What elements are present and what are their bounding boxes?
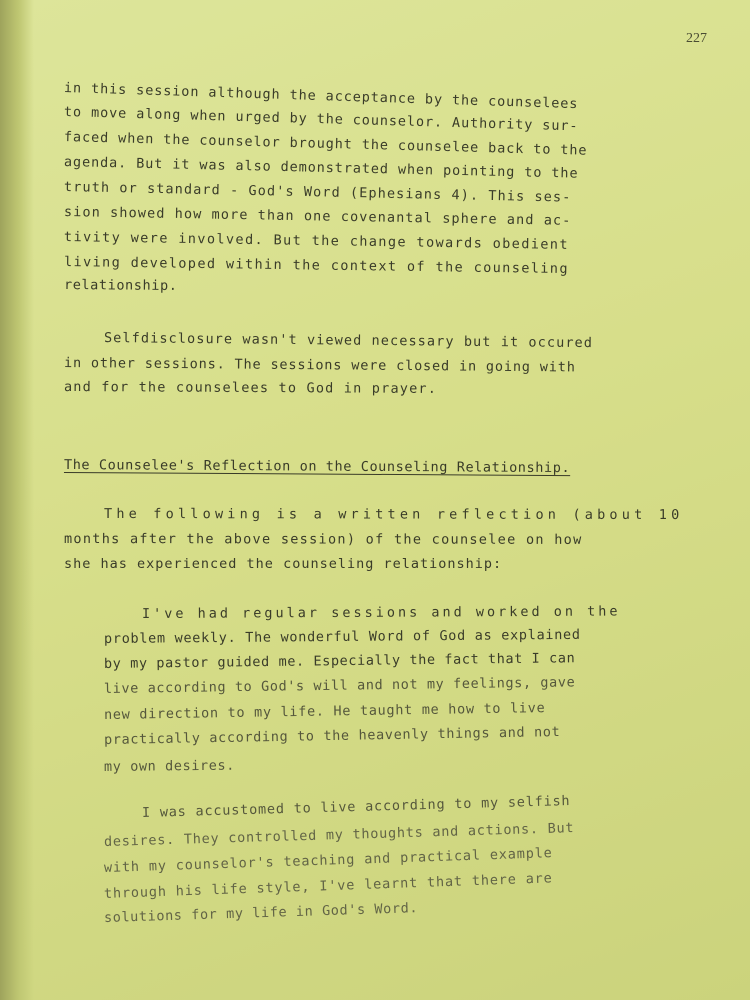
page-gutter-shadow: [0, 0, 34, 1000]
quote-line: through his life style, I've learnt that there are: [103, 870, 553, 902]
section-heading: The Counselee's Reflection on the Counseling Relationship.: [63, 457, 571, 477]
text-line: in this session although the acceptance by the counselees: [63, 80, 579, 113]
quote-line: solutions for my life in God's Word.: [103, 900, 419, 926]
text-line: she has experienced the counseling relationship:: [64, 556, 503, 572]
text-line: relationship.: [63, 277, 178, 294]
text-line: months after the above session) of the counselee on how: [63, 531, 583, 548]
quote-line: I was accustomed to live according to my selfish: [141, 793, 571, 821]
text-line: sion showed how more than one covenantal sphere and ac-: [63, 204, 572, 229]
quote-line: desires. They controlled my thoughts and actions. But: [103, 820, 575, 850]
text-line: living developed within the context of the counseling: [63, 254, 570, 278]
quote-line: by my pastor guided me. Especially the fact that I can: [103, 650, 576, 672]
text-line: truth or standard - God's Word (Ephesians 4). This ses-: [63, 179, 572, 206]
quote-line: practically according to the heavenly things and not: [103, 724, 561, 748]
text-line: The following is a written reflection (about 10: [103, 506, 684, 524]
quote-line: problem weekly. The wonderful Word of God as explained: [103, 626, 581, 647]
page-number: 227: [686, 31, 707, 46]
quote-line: new direction to my life. He taught me how to live: [103, 700, 546, 723]
text-line: faced when the counselor brought the counselee back to the: [63, 129, 588, 159]
quote-line: my own desires.: [103, 757, 235, 775]
text-line: to move along when urged by the counselor. Authority sur-: [63, 104, 579, 135]
text-line: tivity were involved. But the change towards obedient: [63, 229, 570, 253]
text-line: agenda. But it was also demonstrated when pointing to the: [63, 154, 579, 182]
quote-line: live according to God's will and not my feelings, gave: [103, 674, 576, 697]
text-line: Selfdisclosure wasn't viewed necessary but it occured: [103, 330, 594, 352]
text-line: and for the counselees to God in prayer.: [63, 379, 438, 397]
quote-line: with my counselor's teaching and practical example: [103, 845, 553, 876]
text-line: in other sessions. The sessions were closed in going with: [63, 355, 576, 376]
quote-line: I've had regular sessions and worked on the: [141, 603, 621, 622]
